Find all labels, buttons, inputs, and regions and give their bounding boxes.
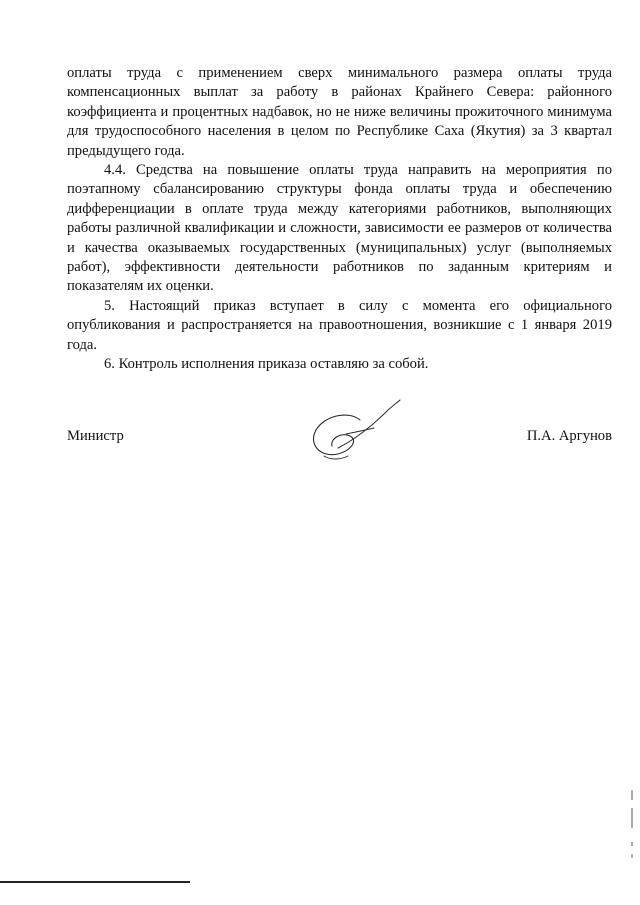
paragraph-5: 5. Настоящий приказ вступает в силу с момента его официального опубликования и распространяется на правоотношения, возникшие с 1 января 2019 года. bbox=[67, 297, 612, 353]
paragraph-continuation: оплаты труда с применением сверх минимального размера оплаты труда компенсационных выплат за работу в районах Крайнего Севера: районного коэффициента и процентных надбавок, но не ниже величины прожиточного минимума для трудоспособного населения в целом по Республике Саха (Якутия) за 3 квартал предыдущего года. bbox=[67, 65, 612, 159]
scan-edge-marks bbox=[630, 790, 634, 860]
paragraph-4-4: 4.4. Средства на повышение оплаты труда направить на мероприятия по поэтапному сбалансированию структуры фонда оплаты труда и обеспечению дифференциации в оплате труда между категориями работников, выполняющих работы различной квалификации и сложности, зависимости ее размеров от количества и качества оказываемых государственных (муниципальных) услуг (выполняемых работ), эффективности деятельности работников по заданным критериям и показателям их оценки. bbox=[67, 162, 612, 295]
paragraph-6: 6. Контроль исполнения приказа оставляю за собой. bbox=[104, 356, 429, 373]
signatory-role: Министр bbox=[67, 428, 124, 444]
handwritten-signature bbox=[302, 398, 402, 466]
document-body bbox=[67, 64, 612, 375]
footer-rule bbox=[0, 881, 190, 883]
signatory-name: П.А. Аргунов bbox=[526, 428, 612, 444]
